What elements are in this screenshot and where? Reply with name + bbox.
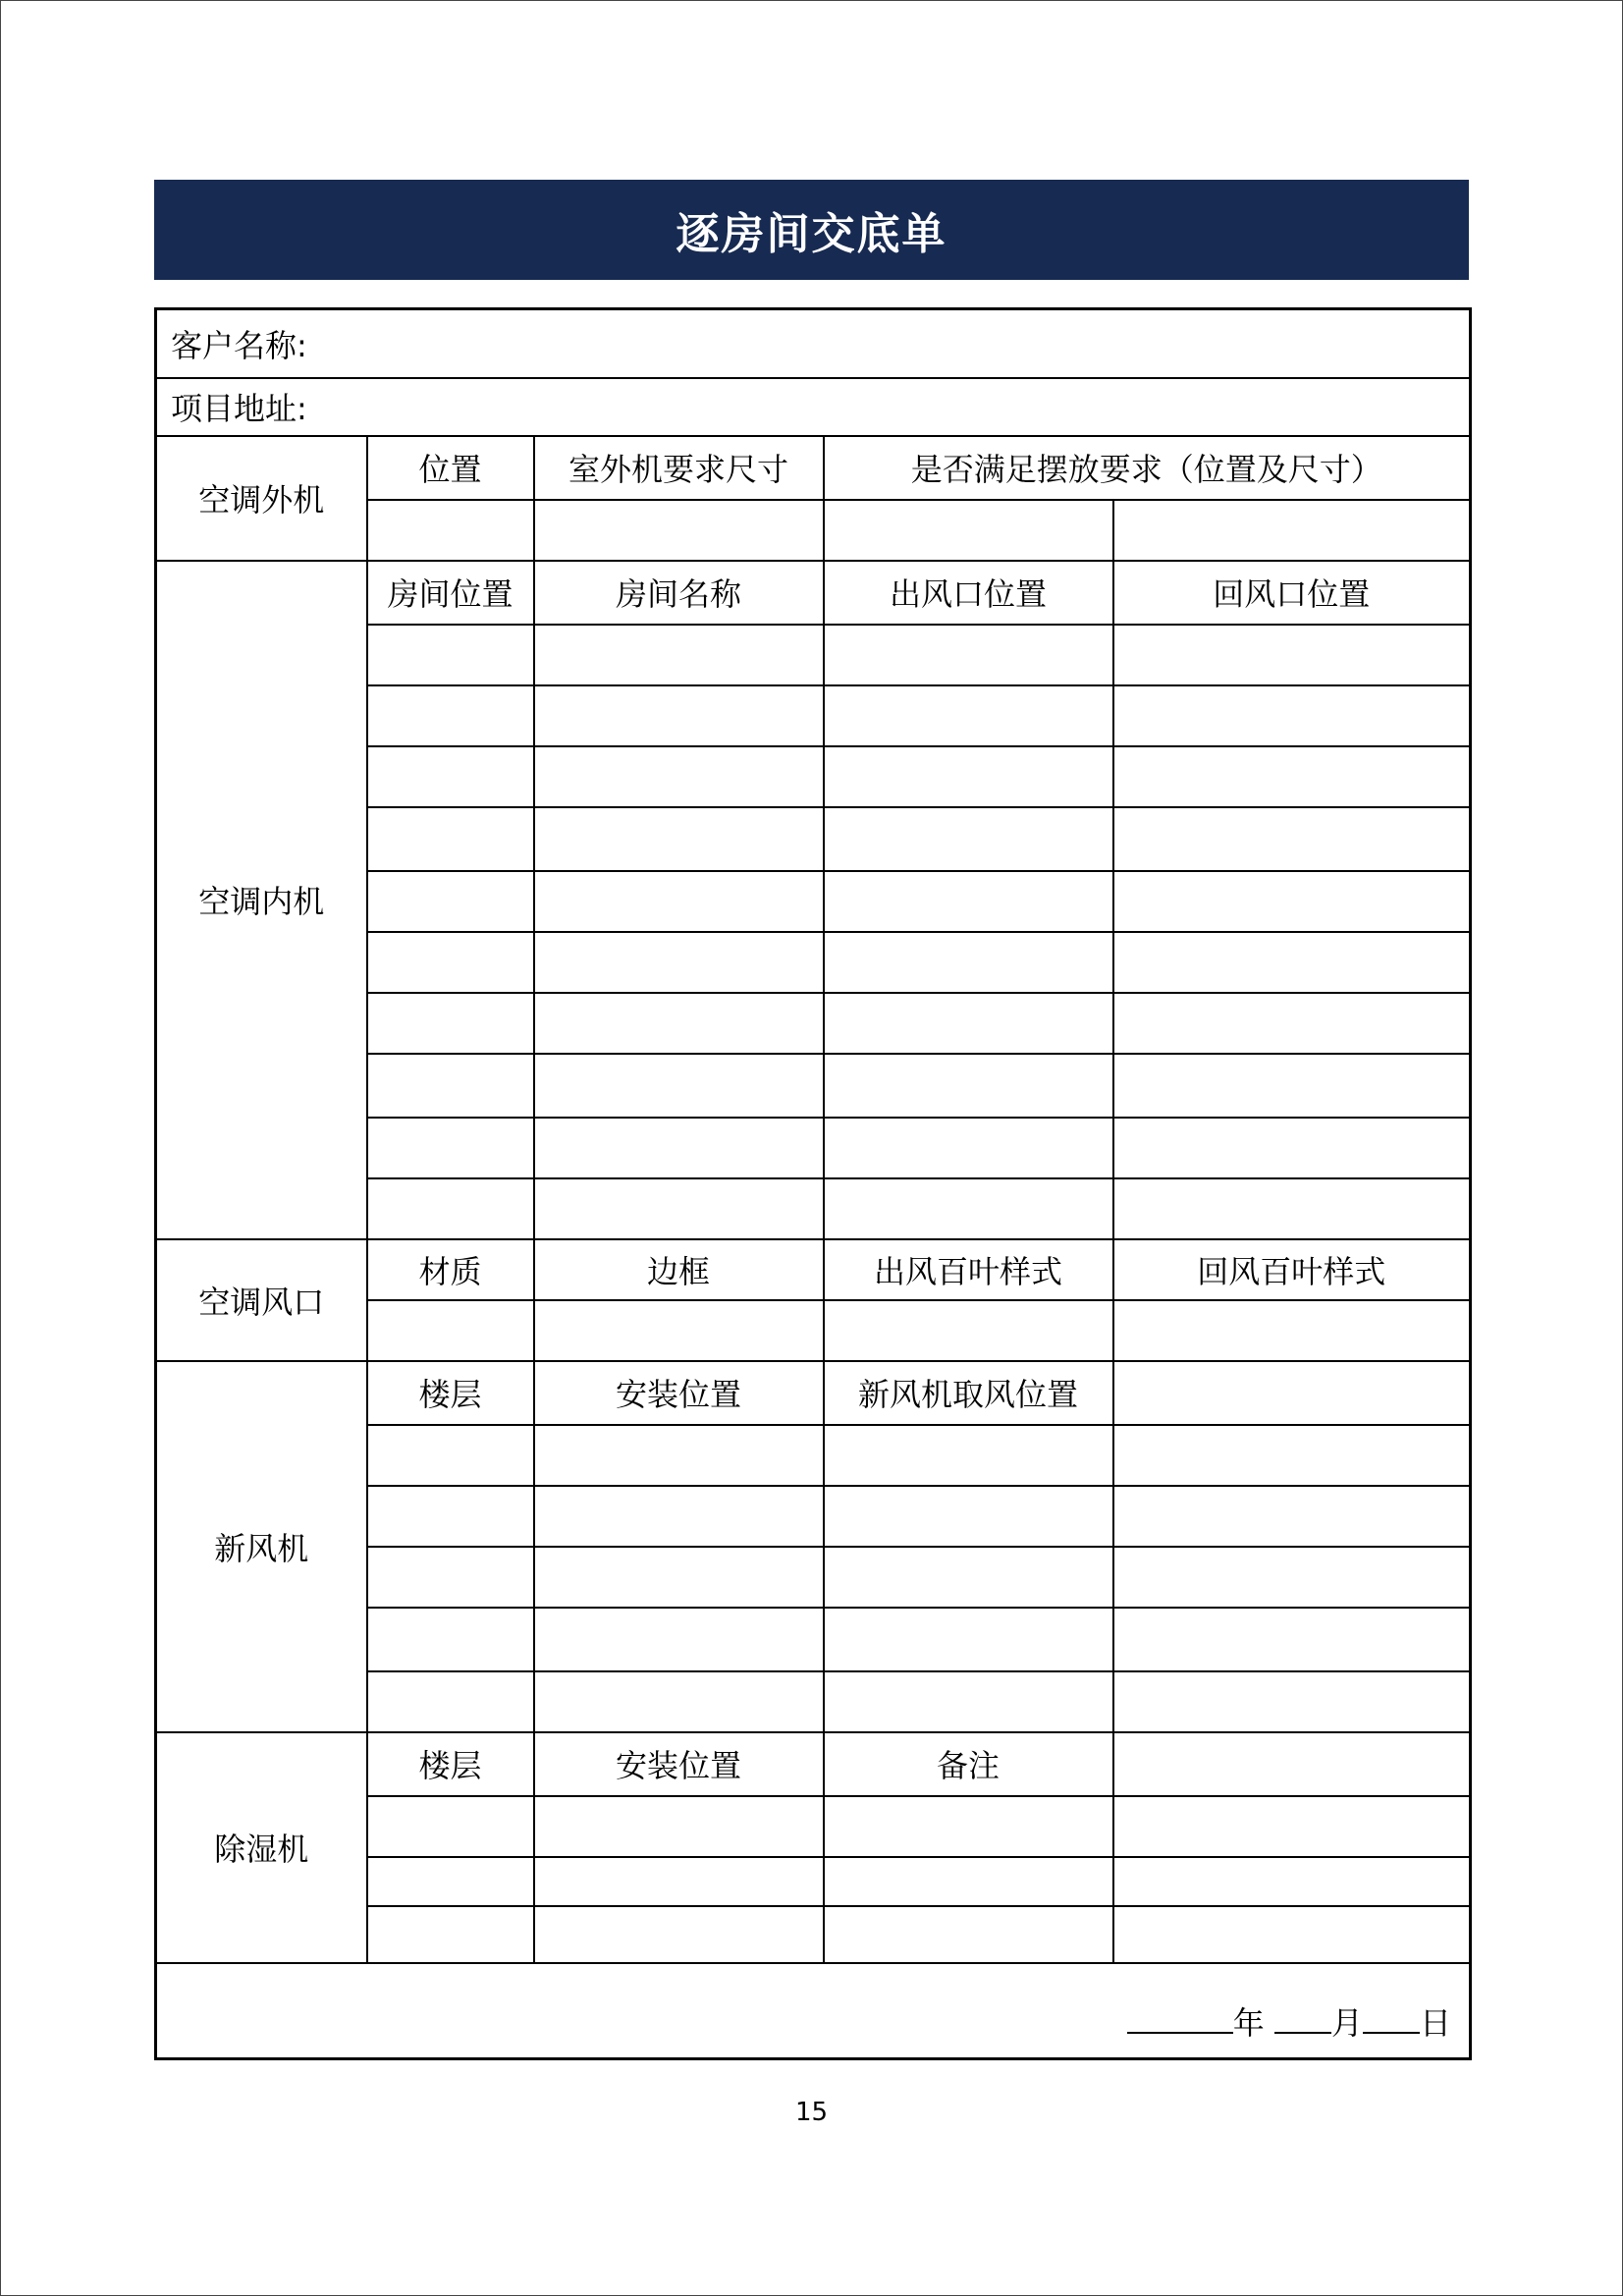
- table-cell[interactable]: [534, 1671, 824, 1732]
- table-cell[interactable]: [824, 685, 1113, 746]
- outdoor-header-required-size: 室外机要求尺寸: [534, 436, 824, 500]
- page-number: 15: [794, 2098, 829, 2127]
- table-cell[interactable]: [534, 1796, 824, 1857]
- fresh-air-header-blank: [1113, 1361, 1471, 1425]
- table-cell[interactable]: [367, 1486, 534, 1547]
- table-cell[interactable]: [1113, 1054, 1471, 1118]
- handover-form-table: [154, 307, 1472, 2060]
- table-cell[interactable]: [367, 807, 534, 871]
- date-row: [156, 1963, 1471, 2059]
- outdoor-header-row: [156, 436, 1471, 500]
- table-cell[interactable]: [534, 1906, 824, 1963]
- table-cell[interactable]: [1113, 807, 1471, 871]
- table-cell[interactable]: [1113, 1906, 1471, 1963]
- table-cell[interactable]: [824, 746, 1113, 807]
- fresh-air-header-install-location: 安装位置: [534, 1361, 824, 1425]
- table-cell[interactable]: [534, 500, 824, 561]
- table-cell[interactable]: [1113, 932, 1471, 993]
- table-cell[interactable]: [824, 1608, 1113, 1671]
- table-cell[interactable]: [824, 1671, 1113, 1732]
- table-cell[interactable]: [1113, 1118, 1471, 1178]
- table-cell[interactable]: [534, 1486, 824, 1547]
- table-cell[interactable]: [824, 1300, 1113, 1361]
- dehumidifier-header-remarks: 备注: [824, 1732, 1113, 1796]
- indoor-unit-section-label: 空调内机: [156, 561, 367, 1239]
- table-cell[interactable]: [367, 746, 534, 807]
- indoor-header-room-position: 房间位置: [367, 561, 534, 625]
- table-cell[interactable]: [1113, 500, 1471, 561]
- table-cell[interactable]: [367, 1547, 534, 1608]
- indoor-header-row: [156, 561, 1471, 625]
- table-cell[interactable]: [534, 1547, 824, 1608]
- table-cell[interactable]: [534, 746, 824, 807]
- table-cell[interactable]: [1113, 1486, 1471, 1547]
- table-cell[interactable]: [367, 500, 534, 561]
- table-cell[interactable]: [367, 1300, 534, 1361]
- year-blank[interactable]: [1127, 2002, 1233, 2034]
- table-cell[interactable]: [824, 625, 1113, 685]
- table-cell[interactable]: [1113, 993, 1471, 1054]
- table-cell[interactable]: [1113, 685, 1471, 746]
- table-cell[interactable]: [534, 625, 824, 685]
- table-cell[interactable]: [534, 1300, 824, 1361]
- table-cell[interactable]: [534, 871, 824, 932]
- table-cell[interactable]: [824, 1547, 1113, 1608]
- table-cell[interactable]: [367, 1054, 534, 1118]
- month-blank[interactable]: [1274, 2002, 1331, 2034]
- table-cell[interactable]: [367, 993, 534, 1054]
- table-cell[interactable]: [824, 1054, 1113, 1118]
- vent-header-frame: 边框: [534, 1239, 824, 1300]
- indoor-header-return-vent: 回风口位置: [1113, 561, 1471, 625]
- dehumidifier-header-row: [156, 1732, 1471, 1796]
- table-cell[interactable]: [1113, 1608, 1471, 1671]
- table-cell[interactable]: [1113, 1300, 1471, 1361]
- vent-header-row: [156, 1239, 1471, 1300]
- vent-section-label: 空调风口: [156, 1239, 367, 1361]
- table-cell[interactable]: [367, 1796, 534, 1857]
- table-cell[interactable]: [534, 1118, 824, 1178]
- table-cell[interactable]: [824, 1486, 1113, 1547]
- table-cell[interactable]: [534, 993, 824, 1054]
- table-cell[interactable]: [534, 1608, 824, 1671]
- day-label: 日: [1420, 2004, 1452, 2042]
- table-cell[interactable]: [534, 1425, 824, 1486]
- table-cell[interactable]: [367, 871, 534, 932]
- date-signature-cell: [156, 1963, 1471, 2059]
- table-cell[interactable]: [367, 625, 534, 685]
- table-cell[interactable]: [1113, 1796, 1471, 1857]
- table-cell[interactable]: [824, 1425, 1113, 1486]
- customer-name-label: 客户名称:: [171, 326, 307, 364]
- table-cell[interactable]: [824, 1857, 1113, 1906]
- fresh-air-unit-section-label: 新风机: [156, 1361, 367, 1732]
- table-cell[interactable]: [1113, 1425, 1471, 1486]
- table-cell[interactable]: [1113, 1671, 1471, 1732]
- customer-row: [156, 309, 1471, 378]
- outdoor-header-placement-check: 是否满足摆放要求（位置及尺寸）: [824, 436, 1471, 500]
- indoor-header-room-name: 房间名称: [534, 561, 824, 625]
- address-row: [156, 378, 1471, 436]
- project-address-field[interactable]: [156, 378, 1471, 436]
- table-cell[interactable]: [367, 932, 534, 993]
- table-cell[interactable]: [824, 1796, 1113, 1857]
- fresh-air-header-floor: 楼层: [367, 1361, 534, 1425]
- dehumidifier-header-blank: [1113, 1732, 1471, 1796]
- table-cell[interactable]: [367, 1178, 534, 1239]
- day-blank[interactable]: [1363, 2002, 1420, 2034]
- indoor-header-supply-vent: 出风口位置: [824, 561, 1113, 625]
- table-cell[interactable]: [367, 1425, 534, 1486]
- table-cell[interactable]: [824, 807, 1113, 871]
- table-cell[interactable]: [824, 871, 1113, 932]
- year-label: 年: [1232, 2004, 1265, 2042]
- table-cell[interactable]: [824, 932, 1113, 993]
- table-cell[interactable]: [534, 807, 824, 871]
- fresh-air-header-row: [156, 1361, 1471, 1425]
- outdoor-unit-section-label: 空调外机: [156, 436, 367, 561]
- table-cell[interactable]: [367, 1608, 534, 1671]
- fresh-air-header-intake-location: 新风机取风位置: [824, 1361, 1113, 1425]
- outdoor-header-position: 位置: [367, 436, 534, 500]
- table-cell[interactable]: [1113, 625, 1471, 685]
- dehumidifier-header-floor: 楼层: [367, 1732, 534, 1796]
- customer-name-field[interactable]: [156, 309, 1471, 378]
- table-cell[interactable]: [534, 1054, 824, 1118]
- table-cell[interactable]: [367, 1118, 534, 1178]
- page-title: 逐房间交底单: [154, 180, 1469, 280]
- table-cell[interactable]: [1113, 1178, 1471, 1239]
- table-cell[interactable]: [367, 1906, 534, 1963]
- table-cell[interactable]: [367, 1671, 534, 1732]
- month-label: 月: [1330, 2004, 1363, 2042]
- table-cell[interactable]: [824, 1906, 1113, 1963]
- dehumidifier-header-install-location: 安装位置: [534, 1732, 824, 1796]
- table-cell[interactable]: [824, 1178, 1113, 1239]
- table-cell[interactable]: [534, 685, 824, 746]
- vent-header-return-louver: 回风百叶样式: [1113, 1239, 1471, 1300]
- table-cell[interactable]: [1113, 746, 1471, 807]
- table-cell[interactable]: [824, 993, 1113, 1054]
- project-address-label: 项目地址:: [171, 390, 307, 427]
- dehumidifier-section-label: 除湿机: [156, 1732, 367, 1963]
- table-cell[interactable]: [367, 685, 534, 746]
- table-cell[interactable]: [367, 1857, 534, 1906]
- table-cell[interactable]: [534, 1178, 824, 1239]
- table-cell[interactable]: [824, 1118, 1113, 1178]
- table-cell[interactable]: [534, 932, 824, 993]
- vent-header-supply-louver: 出风百叶样式: [824, 1239, 1113, 1300]
- table-cell[interactable]: [824, 500, 1113, 561]
- table-cell[interactable]: [1113, 1547, 1471, 1608]
- table-cell[interactable]: [1113, 1857, 1471, 1906]
- table-cell[interactable]: [534, 1857, 824, 1906]
- table-cell[interactable]: [1113, 871, 1471, 932]
- vent-header-material: 材质: [367, 1239, 534, 1300]
